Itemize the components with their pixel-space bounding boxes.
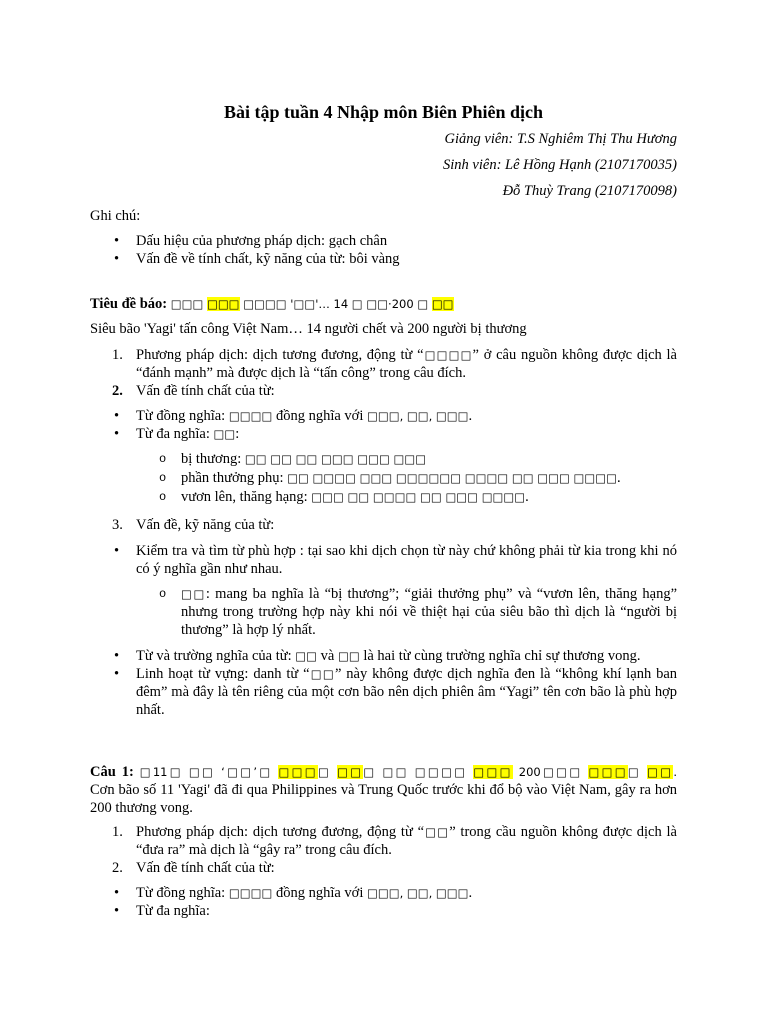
check-detail-text: : mang ba nghĩa là “bị thương”; “giải thưởng phụ” và “vươn lên, thăng hạng” nhưng trong trường hợp này khi nói về thiệt hại của siêu bão thì dịch là “người bị thương” là hợp lý nhất.: [181, 586, 678, 638]
korean-text: □□ □□ □□ □□□ □□□ □□□: [244, 452, 427, 466]
flexibility-text: Linh hoạt từ vựng: danh từ “: [136, 666, 310, 682]
semantic-field-text: là hai từ cùng trường nghĩa chỉ sự thương vong.: [359, 648, 641, 664]
korean-text: □□□□: [228, 409, 273, 423]
semantic-field-item: [90, 647, 677, 665]
flexibility-text: ” này không được dịch nghĩa đen là “không khí lạnh ban đêm” mà đây là tên riêng của một cơn bão nên dịch phiên âm “Yagi” tên cơn bão là phù hợp nhất.: [136, 666, 678, 718]
korean-text: □□: [295, 649, 318, 663]
polysemy-item: [90, 425, 677, 443]
method-item: [90, 823, 677, 859]
polysemy-text: Từ đa nghĩa:: [136, 426, 214, 442]
sense-label: bị thương:: [181, 451, 245, 467]
synonym-item: [90, 407, 677, 425]
sense-label: phần thưởng phụ:: [181, 470, 288, 486]
korean-text: □□□, □□, □□□: [366, 886, 469, 900]
sentence-1-translation: Cơn bão số 11 'Yagi' đã đi qua Philippines và Trung Quốc trước khi đổ bộ vào Việt Nam, gây ra hơn 200 thương vong.: [90, 782, 677, 816]
method-text: ” ở câu nguồn không được dịch là “đánh mạnh” mà được dịch là “tấn công” trong câu đích.: [136, 347, 677, 381]
korean-text: □□: [424, 825, 450, 839]
semantic-field-text: và: [317, 648, 338, 664]
note-item: • Dấu hiệu của phương pháp dịch: gạch chân: [90, 232, 677, 250]
korean-text: □□□: [170, 297, 204, 311]
document-title: Bài tập tuần 4 Nhập môn Biên Phiên dịch: [223, 102, 544, 122]
korean-text: □□□□: [423, 348, 473, 362]
sense-item: [90, 450, 677, 469]
check-detail-item: [90, 585, 677, 639]
korean-text: □11□ □□ ‘□□’□: [139, 765, 279, 779]
property-heading-item: [90, 382, 677, 400]
lecturer-line: Giảng viên: T.S Nghiêm Thị Thu Hương: [444, 131, 677, 147]
method-item: [90, 346, 677, 382]
korean-text: □□: [309, 667, 336, 681]
korean-text: .: [673, 765, 678, 779]
document-body: [90, 0, 677, 920]
polysemy-item: • Từ đa nghĩa:: [90, 902, 677, 920]
list-number: 3.: [112, 517, 123, 533]
property-heading-item: [90, 859, 677, 877]
korean-text: □□ □□□□ □□□ □□□□□□ □□□□ □□ □□□ □□□□: [287, 471, 617, 485]
student-line-2: Đỗ Thuỳ Trang (2107170098): [502, 183, 677, 199]
korean-text: □ □□ □□□□: [363, 765, 474, 779]
list-number: 2.: [112, 860, 123, 876]
korean-text: □□□□ '□□'… 14 □ □□·200 □: [243, 297, 429, 311]
korean-text: 200□□□: [512, 765, 589, 779]
note-item: • Vấn đề về tính chất, kỹ năng của từ: bôi vàng: [90, 250, 677, 268]
synonym-text: .: [468, 885, 473, 901]
headline-label: Tiêu đề báo:: [90, 296, 168, 312]
skill-heading-item: [90, 516, 677, 534]
highlighted-korean-text: □□□: [473, 765, 513, 779]
check-item: • Kiểm tra và tìm từ phù hợp : tại sao khi dịch chọn từ này chứ không phải từ kia trong khi nó có ý nghĩa gần như nhau.: [90, 542, 677, 578]
highlighted-korean-text: □□□: [588, 765, 628, 779]
korean-text: □□□□: [228, 886, 273, 900]
highlighted-korean-text: □□: [647, 765, 674, 779]
sense-text: .: [525, 489, 529, 505]
korean-text: □: [627, 765, 648, 779]
sense-item: [90, 488, 677, 507]
method-text: ” trong cầu nguồn không được dịch là “đưa ra” mà dịch là “gây ra” trong câu đích.: [136, 824, 677, 858]
polysemy-text: :: [235, 426, 240, 442]
synonym-item: [90, 884, 677, 902]
skill-heading: Vấn đề, kỹ năng của từ:: [136, 517, 275, 533]
highlighted-korean-text: □□: [337, 765, 364, 779]
sentence-1-label: Câu 1:: [90, 764, 134, 780]
method-text: Phương pháp dịch: dịch tương đương, động từ “: [136, 347, 424, 363]
headline-translation: Siêu bão 'Yagi' tấn công Việt Nam… 14 người chết và 200 người bị thương: [90, 321, 527, 337]
korean-text: □□: [337, 649, 360, 663]
semantic-field-text: Từ và trường nghĩa của từ:: [136, 648, 296, 664]
synonym-text: .: [468, 408, 473, 424]
sense-label: vươn lên, thăng hạng:: [181, 489, 312, 505]
headline-line: [90, 295, 677, 313]
sense-text: .: [616, 470, 621, 486]
flexibility-item: [90, 665, 677, 719]
highlighted-korean-text: □□□: [278, 765, 318, 779]
sense-item: [90, 469, 677, 488]
korean-text: □□□, □□, □□□: [366, 409, 469, 423]
highlighted-korean-text: □□: [431, 297, 454, 311]
list-number: 2.: [112, 383, 123, 399]
synonym-text: đồng nghĩa với: [272, 408, 367, 424]
korean-text: □□: [181, 587, 206, 601]
property-heading: Vấn đề tính chất của từ:: [136, 860, 275, 876]
highlighted-korean-text: □□□: [206, 297, 240, 311]
notes-heading: Ghi chú:: [90, 208, 141, 224]
synonym-text: Từ đồng nghĩa:: [136, 885, 229, 901]
list-number: 1.: [112, 347, 123, 363]
sentence-1-line: [90, 763, 677, 781]
student-line-1: Sinh viên: Lê Hồng Hạnh (2107170035): [443, 157, 677, 173]
korean-text: □: [317, 765, 338, 779]
synonym-text: đồng nghĩa với: [272, 885, 367, 901]
method-text: Phương pháp dịch: dịch tương đương, động từ “: [136, 824, 425, 840]
property-heading: Vấn đề tính chất của từ:: [136, 383, 275, 399]
korean-text: □□: [213, 427, 236, 441]
korean-text: □□□ □□ □□□□ □□ □□□ □□□□: [311, 490, 526, 504]
synonym-text: Từ đồng nghĩa:: [136, 408, 229, 424]
list-number: 1.: [112, 824, 123, 840]
